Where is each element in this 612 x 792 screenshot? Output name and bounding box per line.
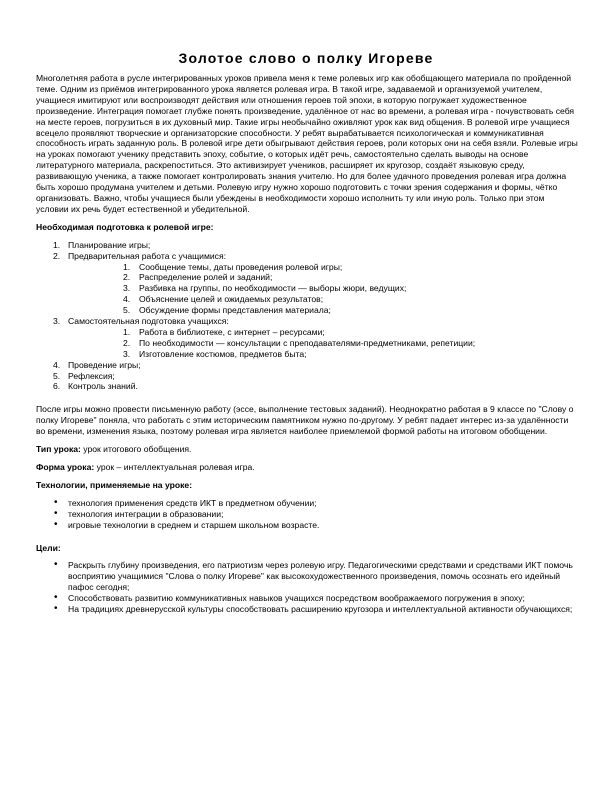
list-item: 2. По необходимости — консультации с преподавателями-предметниками, репетиции; [123, 337, 476, 348]
after-game-paragraph: После игры можно провести письменную работу (эссе, выполнение тестовых заданий). Неоднократно работая в 9 классе по "Слову о полку Игореве" поняла, что работать с этим историческим памятником нужно по-другому. У ребят падает интерес из-за удалённости во времени, изменения языка, поэтому ролевая игра является наиболее приемлемой формой работы на итоговом обобщении. [36, 404, 574, 437]
list-item: • технология применения средств ИКТ в предметном обучении; [54, 496, 317, 508]
bullet-icon: • [54, 518, 58, 530]
list-item: 1. Работа в библиотеке, с интернет – ресурсами; [123, 326, 325, 337]
list-item: • игровые технологии в среднем и старшем школьном возрасте. [54, 518, 320, 530]
intro-paragraph: Многолетняя работа в русле интегрированных уроков привела меня к теме ролевых игр как обобщающего материала по пройденной теме. Одним из приёмов интегрированного урока является ролевая игра. В такой игре, задаваемой и организуемой учителем, учащиеся имитируют или воспроизводят действия или отношения героев той эпохи, в которую погружает художественное произведение. Интеграция помогает глубже понять произведение, удалённое от нас во времени, а ролевая игра - почувствовать себя на месте героев, погрузиться в их духовный мир. Такие игры необычайно оживляют урок как вид общения. В ролевой игре учащиеся всецело проявляют творческие и организаторские способности. У ребят вырабатывается психологическая и коммуникативная способность играть заданную роль. В ролевой игре дети обыгрывают действия героев, роли которых они на себя взяли. Ролевые игры на уроках помогают ученику представить эпоху, событие, о которых идёт речь, самостоятельно сделать выводы на основе литературного материала, раскрепоститься. Это активизирует учеников, расширяет их кругозор, создаёт языковую среду, развивающую ученика, а также помогает контролировать знания учителю. Но для более удачного проведения ролевая игра должна быть хорошо продумана учителем и детьми. Ролевую игру нужно хорошо подготовить с точки зрения содержания и формы, чётко организовать. Важно, чтобы учащиеся были убеждены в необходимости хорошо исполнить ту или иную роль. Только при этом условии их речь будет естественной и убедительной. [36, 73, 578, 214]
list-item: • На традициях древнерусской культуры способствовать расширению кругозора и интеллектуальной активности обучающихся; [54, 603, 573, 615]
lesson-type-value: урок итогового обобщения. [80, 444, 192, 455]
list-item: 1. Сообщение темы, даты проведения ролевой игры; [123, 261, 343, 272]
prep-list [36, 240, 579, 393]
lesson-form-label: Форма урока: [36, 462, 95, 472]
lesson-type [36, 444, 579, 455]
page-title: Золотое слово о полку Игореве [178, 50, 434, 66]
prep-heading: Необходимая подготовка к ролевой игре: [36, 221, 214, 232]
prep-sublist [68, 327, 579, 360]
list-item: 4. Объяснение целей и ожидаемых результатов; [123, 294, 324, 305]
goals-list [36, 560, 579, 615]
list-item: 1. Планирование игры; [53, 239, 151, 250]
list-item: 3. Самостоятельная подготовка учащихся: 1. Работа в библиотеке, с интернет – ресурсами; 2. По необходимости — консультации с преподавателями-предметниками, репетиции; 3. Изготовление костюмов, предметов быта; [36, 316, 579, 360]
list-item: 2. Распределение ролей и заданий; [123, 272, 273, 283]
list-item: • Раскрыть глубину произведения, его патриотизм через ролевую игру. Педагогическими средствами и средствами ИКТ помочь восприятию учащимися "Слова о полку Игореве" как высокохудожественного произведения, помочь осознать его идейный пафос сегодня; [54, 559, 573, 593]
list-item: 5. Рефлексия; [53, 370, 115, 381]
list-item: 2. Предварительная работа с учащимися: 1. Сообщение темы, даты проведения ролевой игры; 2. Распределение ролей и заданий; 3. Разбивка на группы, по необходимости — выборы жюри, ведущих; 4. Объяснение целей и ожидаемых результатов; 5. Обсуждение формы представления материала; [36, 251, 579, 316]
list-item: 4. Проведение игры; [53, 359, 141, 370]
lesson-form-value: урок – интеллектуальная ролевая игра. [94, 462, 255, 472]
list-item: 6. Контроль знаний. [53, 381, 138, 392]
goals-heading: Цели: [36, 542, 61, 553]
document-body [36, 73, 579, 615]
list-item: • технология интеграции в образовании; [54, 507, 224, 519]
bullet-icon: • [54, 592, 58, 604]
bullet-icon: • [54, 496, 58, 508]
lesson-form [36, 462, 579, 473]
tech-list [36, 498, 579, 531]
prep-sublist [68, 262, 579, 317]
list-item: • Способствовать развитию коммуникативных навыков учащихся посредством воображаемого погружения в эпоху; [54, 592, 525, 604]
lesson-type-label: Тип урока: [36, 444, 81, 455]
bullet-icon: • [54, 507, 58, 519]
bullet-icon: • [54, 603, 58, 615]
list-item: 3. Изготовление костюмов, предметов быта; [123, 348, 307, 359]
list-item: 5. Обсуждение формы представления материала; [123, 305, 331, 316]
bullet-icon: • [54, 559, 58, 571]
tech-heading: Технологии, применяемые на уроке: [36, 479, 193, 490]
list-item: 3. Разбивка на группы, по необходимости — выборы жюри, ведущих; [123, 283, 407, 294]
